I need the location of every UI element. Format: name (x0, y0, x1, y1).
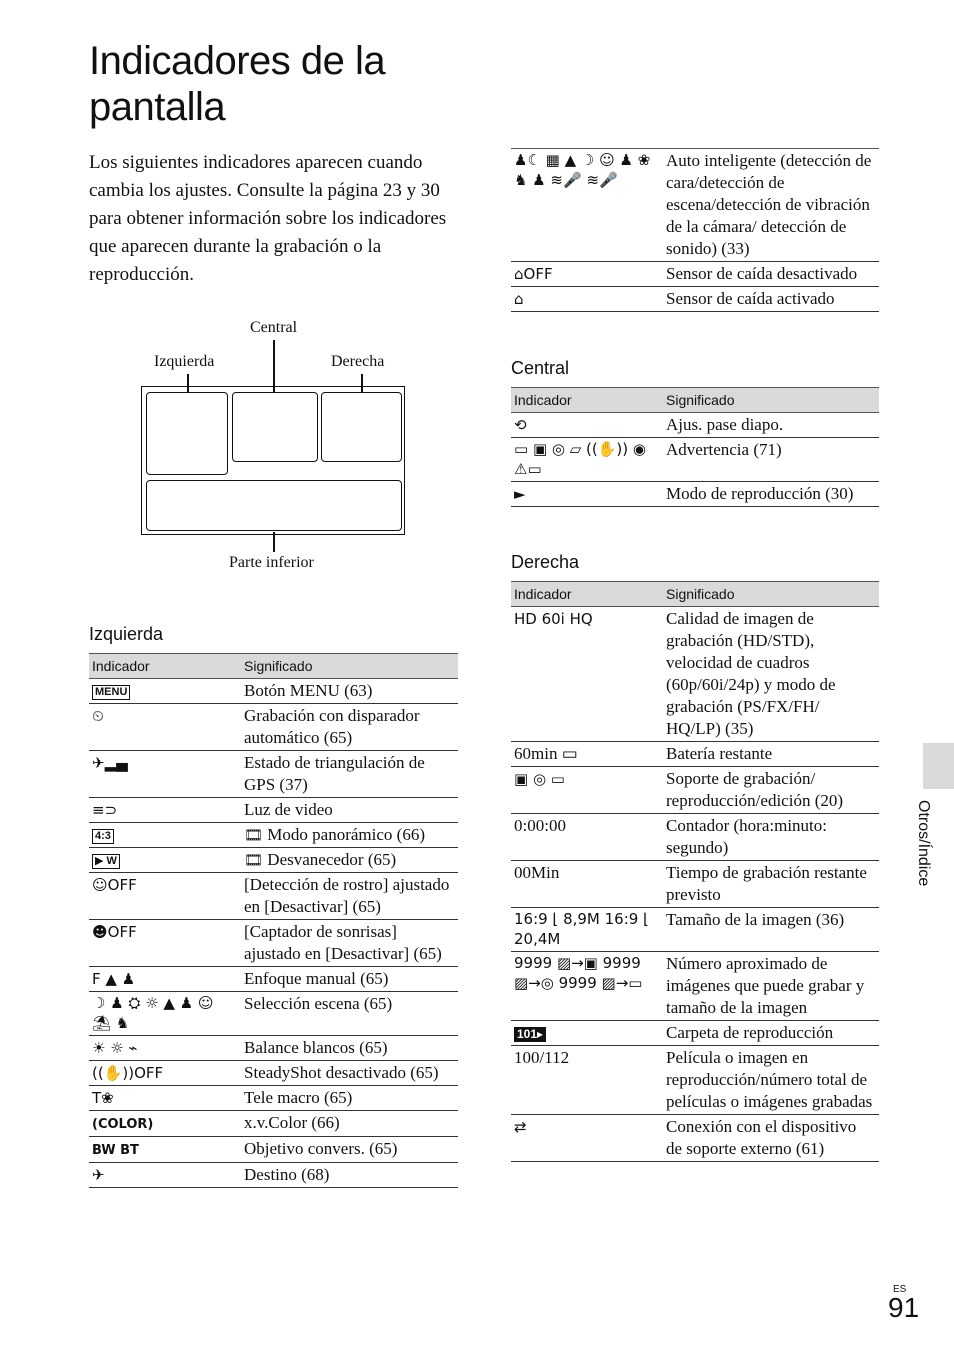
table-row (511, 149, 879, 262)
meaning-text: Modo panorámico (66) (267, 825, 425, 844)
meaning-text: [Captador de sonrisas] ajustado en [Desactivar] (65) (241, 920, 458, 967)
conversion-lens-icon: BW BT (92, 1143, 139, 1158)
table-row (511, 482, 879, 507)
menu-icon: MENU (92, 685, 130, 700)
diagram-label-central: Central (250, 319, 298, 336)
gps-status-icon: ✈▂▄ (92, 754, 128, 772)
table-row (89, 704, 458, 751)
wide-mode-icon: 4:3 (92, 829, 114, 844)
diagram-label-bottom: Parte inferior (229, 554, 314, 571)
table-row (511, 607, 879, 742)
remaining-time-value: 00Min (511, 861, 663, 908)
left-indicator-table (89, 653, 458, 1188)
table-row (89, 873, 458, 920)
table-row (89, 848, 458, 873)
meaning-text: Batería restante (663, 742, 879, 767)
film-icon: 🎞 (244, 851, 264, 869)
table-row (89, 920, 458, 967)
area-left (146, 392, 228, 475)
column-header-meaning: Significado (663, 388, 879, 413)
table-row (511, 1046, 879, 1115)
battery-icon: 60min ▭ (514, 744, 578, 763)
meaning-text: Tele macro (65) (241, 1086, 458, 1111)
column-header-meaning: Significado (241, 654, 458, 679)
table-row (89, 1036, 458, 1061)
meaning-text: Modo de reproducción (30) (663, 482, 879, 507)
meaning-text: Soporte de grabación/ reproducción/edición (20) (663, 767, 879, 814)
table-row (511, 742, 879, 767)
meaning-text: Tamaño de la imagen (36) (663, 908, 879, 952)
video-light-icon: ≡⊃ (92, 801, 118, 819)
slideshow-icon: ⟲ (514, 416, 527, 434)
table-row (511, 438, 879, 482)
table-row (89, 1111, 458, 1137)
meaning-text: Sensor de caída desactivado (663, 262, 879, 287)
meaning-text: Botón MENU (63) (241, 679, 458, 704)
meaning-text: Carpeta de reproducción (663, 1021, 879, 1046)
meaning-text: Desvanecedor (65) (267, 850, 397, 869)
meaning-text: Advertencia (71) (663, 438, 879, 482)
leader-line-central (273, 340, 275, 392)
table-row (511, 1115, 879, 1162)
side-tab-marker (923, 743, 954, 789)
section-title-left: Izquierda (89, 624, 164, 644)
column-header-indicator: Indicador (89, 654, 241, 679)
film-icon: 🎞 (244, 826, 264, 844)
playback-count-value: 100/112 (511, 1046, 663, 1115)
central-indicator-table (511, 387, 879, 507)
steadyshot-off-icon: ((✋))OFF (92, 1064, 164, 1082)
table-row (511, 262, 879, 287)
table-row (511, 861, 879, 908)
meaning-text: Destino (68) (241, 1163, 458, 1188)
section-title-right: Derecha (511, 552, 580, 572)
meaning-text: Estado de triangulación de GPS (37) (241, 751, 458, 798)
meaning-text: Objetivo convers. (65) (241, 1137, 458, 1163)
meaning-text: Tiempo de grabación restante previsto (663, 861, 879, 908)
intro-paragraph: Los siguientes indicadores aparecen cuando cambia los ajustes. Consulte la página 23 y 30 para obtener información sobre los indicadores que aparecen durante la grabación o la reproducción. (89, 152, 447, 285)
image-size-icon: 16:9 ⌊ 8,9M 16:9 ⌊ 20,4M (514, 910, 649, 948)
table-row (511, 908, 879, 952)
table-row (89, 798, 458, 823)
image-count-icon: 9999 ▨→▣ 9999 ▨→◎ 9999 ▨→▭ (514, 954, 643, 992)
meaning-text: Conexión con el dispositivo de soporte externo (61) (663, 1115, 879, 1162)
xv-color-icon: (COLOR) (92, 1117, 154, 1132)
meaning-text: Ajus. pase diapo. (663, 413, 879, 438)
meaning-text: Selección escena (65) (241, 992, 458, 1036)
drop-sensor-off-icon: ⌂OFF (514, 265, 553, 283)
tele-macro-icon: T❀ (92, 1089, 114, 1107)
right-indicator-table (511, 581, 879, 1162)
intelligent-auto-icon: ♟☾ ▦ ▲ ☽ ☺ ♟ ❀ ♞ ♟ ≋🎤 ≋🎤 (514, 151, 651, 189)
side-tab-label: Otros/Índice (915, 800, 932, 887)
meaning-text: Auto inteligente (detección de cara/detección de escena/detección de vibración de la cámara/ detección de sonido) (33) (663, 149, 879, 262)
column-header-indicator: Indicador (511, 388, 663, 413)
column-header-meaning: Significado (663, 582, 879, 607)
counter-value: 0:00:00 (511, 814, 663, 861)
leader-line-bottom (273, 532, 275, 552)
page-number: 91 (888, 1292, 920, 1323)
area-bottom (146, 480, 402, 531)
meaning-text: SteadyShot desactivado (65) (241, 1061, 458, 1086)
self-timer-icon: ⏲ (92, 707, 104, 725)
table-row (89, 967, 458, 992)
table-row (511, 287, 879, 312)
meaning-text: Enfoque manual (65) (241, 967, 458, 992)
meaning-text: Luz de video (241, 798, 458, 823)
playback-mode-icon: ► (514, 485, 526, 503)
warning-icon: ▭ ▣ ◎ ▱ ((✋)) ◉ ⚠▭ (514, 440, 646, 478)
section-title-central: Central (511, 358, 570, 378)
diagram-label-left: Izquierda (154, 353, 215, 370)
table-row (89, 992, 458, 1036)
white-balance-icon: ☀ ☼ ⌁ (92, 1039, 138, 1057)
meaning-text: Balance blancos (65) (241, 1036, 458, 1061)
hd-quality-icon: HD 60i HQ (514, 610, 593, 628)
scene-selection-icon: ☽ ♟ ⛭ ☼ ▲ ♟ ☺ ⛱ ♞ (92, 994, 214, 1032)
screen-outline (141, 386, 405, 535)
top-right-indicator-table (511, 148, 879, 312)
table-row (511, 1021, 879, 1046)
meaning-text: Sensor de caída activado (663, 287, 879, 312)
language-mark: ES (893, 1284, 907, 1295)
table-row (89, 1061, 458, 1086)
meaning-text: Contador (hora:minuto: segundo) (663, 814, 879, 861)
area-right (321, 392, 402, 462)
fader-icon: ▶ W (92, 854, 120, 869)
page-title: Indicadores de la pantalla (89, 39, 386, 129)
meaning-text: x.v.Color (66) (241, 1111, 458, 1137)
media-icon: ▣ ◎ ▭ (514, 770, 565, 788)
table-row (511, 767, 879, 814)
usb-connection-icon: ⇄ (514, 1118, 527, 1136)
manual-focus-icon: F ▲ ♟ (92, 970, 136, 988)
area-central (232, 392, 318, 462)
column-header-indicator: Indicador (511, 582, 663, 607)
table-row (89, 1163, 458, 1188)
meaning-text: Calidad de imagen de grabación (HD/STD), velocidad de cuadros (60p/60i/24p) y modo de grabación (PS/FX/FH/ HQ/LP) (35) (663, 607, 879, 742)
meaning-text: Película o imagen en reproducción/número total de películas o imágenes grabadas (663, 1046, 879, 1115)
destination-icon: ✈ (92, 1166, 105, 1184)
meaning-text: Grabación con disparador automático (65) (241, 704, 458, 751)
table-row (89, 679, 458, 704)
table-row (89, 1137, 458, 1163)
table-row (511, 952, 879, 1021)
diagram-label-right: Derecha (331, 353, 385, 370)
smile-shutter-off-icon: ☻OFF (92, 923, 137, 941)
face-detection-off-icon: ☺OFF (92, 876, 137, 894)
table-row (89, 751, 458, 798)
table-row (511, 814, 879, 861)
table-row (511, 413, 879, 438)
meaning-text: Número aproximado de imágenes que puede grabar y tamaño de la imagen (663, 952, 879, 1021)
meaning-text: [Detección de rostro] ajustado en [Desactivar] (65) (241, 873, 458, 920)
drop-sensor-on-icon: ⌂ (514, 290, 524, 308)
table-row (89, 823, 458, 848)
playback-folder-icon: 101▸ (514, 1027, 546, 1042)
table-row (89, 1086, 458, 1111)
